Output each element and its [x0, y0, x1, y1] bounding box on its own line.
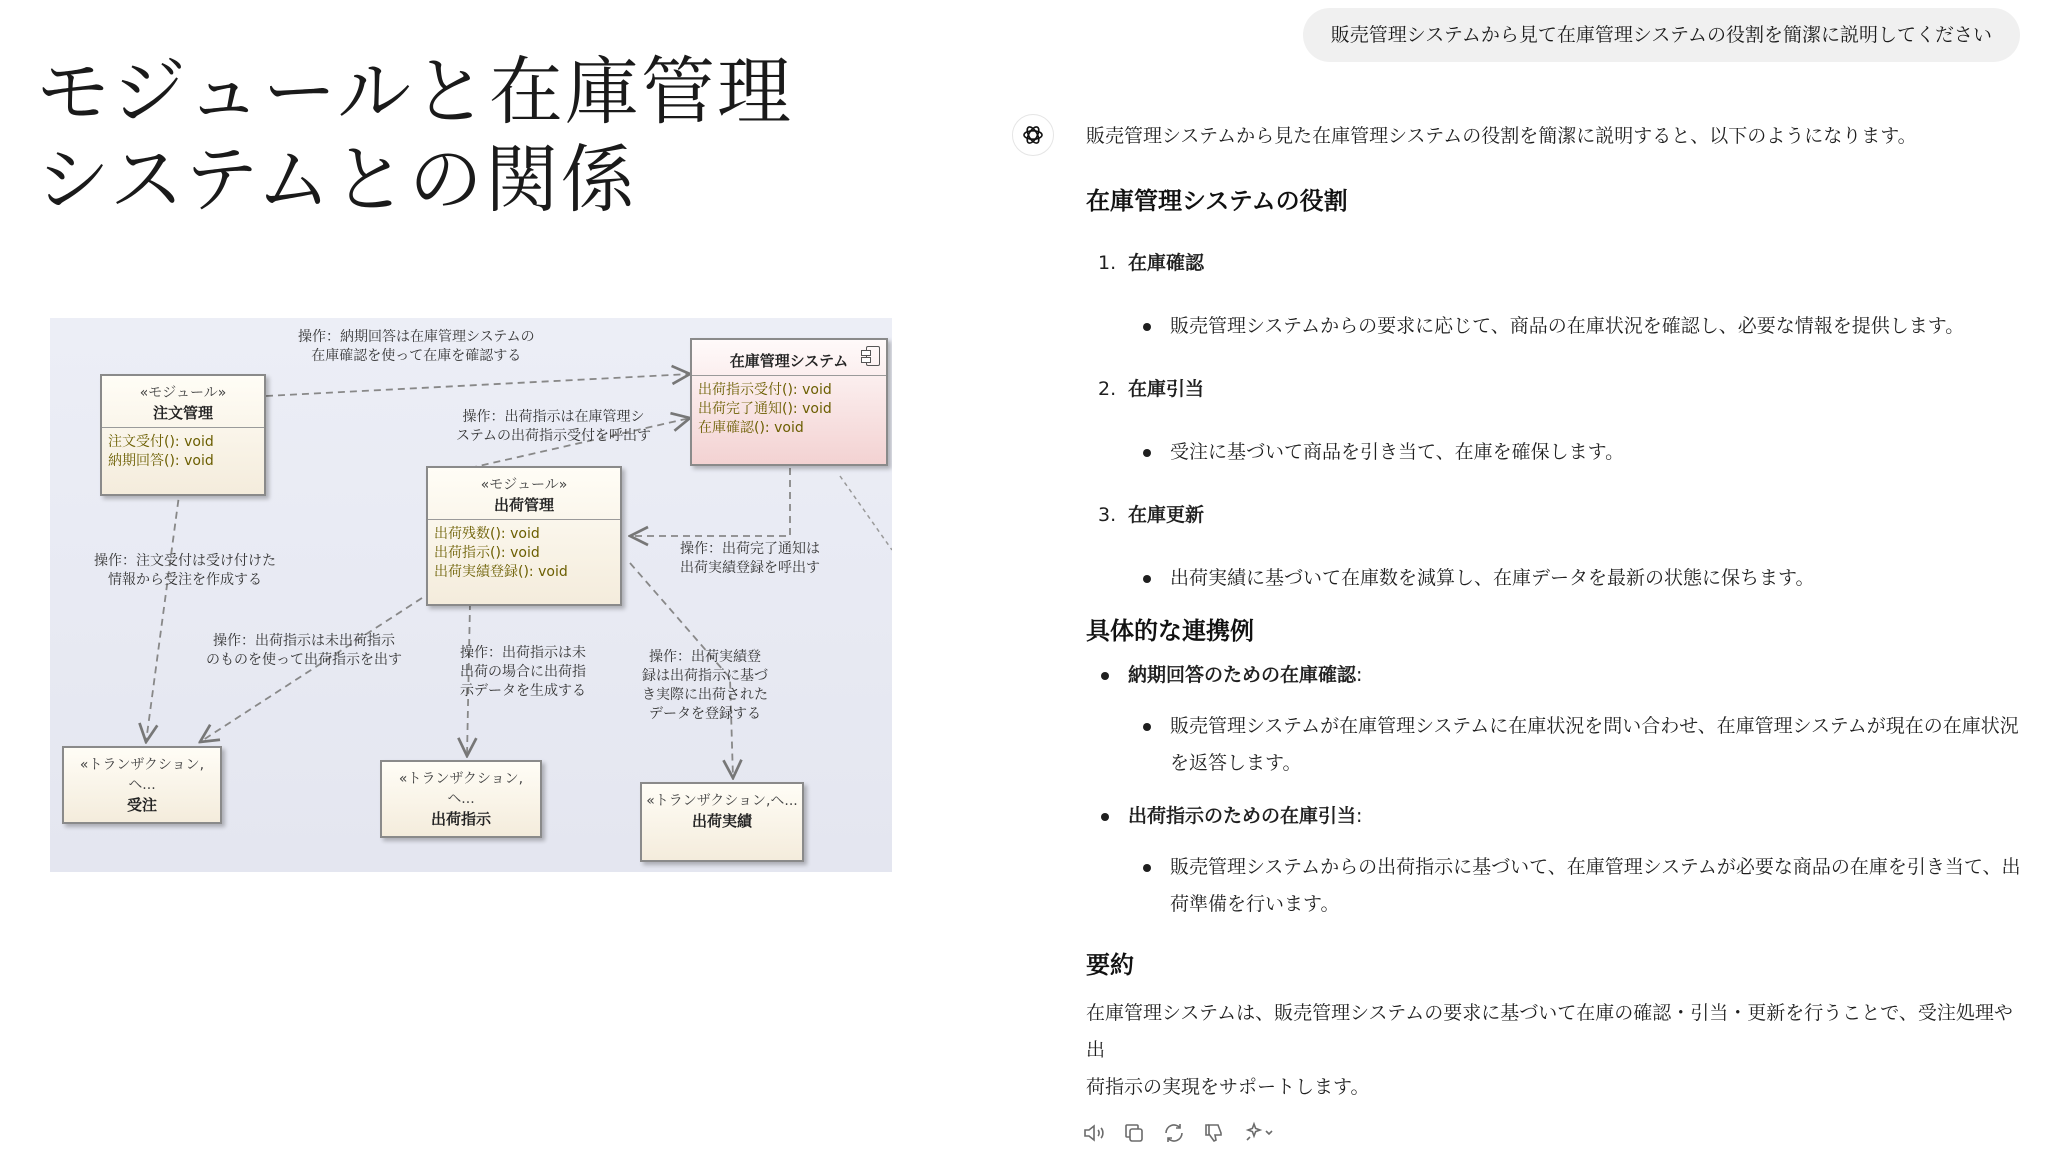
example-colon: : [1356, 664, 1363, 686]
list-number: 2. [1098, 378, 1117, 400]
example-item [1086, 798, 2026, 835]
edge-order-to-txorder [146, 488, 180, 742]
operation: 注文受付(): void [108, 434, 214, 450]
edge-order-to-inventory [266, 374, 690, 396]
list-number: 1. [1098, 252, 1117, 274]
note-line: 出荷実績登録を呼出す [680, 560, 820, 576]
note-line: のものを使って出荷指示を出す [206, 652, 402, 668]
note-line: 録は出荷指示に基づ [642, 668, 768, 684]
note-shipping-result-registration [642, 648, 768, 724]
role-desc: 販売管理システムからの要求に応じて、商品の在庫状況を確認し、必要な情報を提供します。 [1086, 308, 2026, 345]
note-line: ステムの出荷指示受付を呼出す [456, 428, 652, 444]
stereotype-label: «トランザクション,ヘ... [646, 793, 798, 809]
operation: 出荷完了通知(): void [698, 401, 832, 417]
module-name: 注文管理 [152, 404, 213, 422]
example-desc-line: 販売管理システムが在庫管理システムに在庫状況を問い合わせ、在庫管理システムが現在の在庫状況 [1170, 715, 2019, 737]
assistant-avatar [1012, 114, 1054, 156]
note-line: 操作：出荷指示は在庫管理シ [462, 409, 645, 425]
role-item [1086, 245, 2026, 282]
example-title: 出荷指示のための在庫引当 [1128, 805, 1357, 827]
role-item [1086, 371, 2026, 408]
note-instruction-generation [460, 644, 586, 701]
copy-icon[interactable] [1122, 1121, 1146, 1145]
transaction-name: 出荷指示 [430, 810, 491, 828]
example-title: 納期回答のための在庫確認 [1128, 664, 1357, 686]
transaction-name: 受注 [126, 796, 157, 814]
stereotype-label: «トランザクション,ヘ... [398, 771, 524, 807]
edge-inventory-to-shipping [630, 468, 790, 536]
transaction-name: 出荷実績 [691, 812, 752, 830]
assistant-message [1086, 118, 2026, 1106]
note-line: 示データを生成する [460, 683, 586, 699]
operation: 出荷残数(): void [434, 526, 540, 542]
openai-logo-icon [1021, 123, 1045, 147]
user-message-text: 販売管理システムから見て在庫管理システムの役割を簡潔に説明してください [1330, 24, 1992, 46]
note-order-intake [94, 552, 276, 590]
note-shipping-instruction-call [456, 408, 651, 446]
operation: 在庫確認(): void [698, 420, 804, 436]
message-actions [1082, 1118, 1276, 1148]
operation: 出荷指示(): void [434, 545, 540, 561]
note-unshipped-instruction [206, 632, 402, 670]
note-line: 操作：納期回答は在庫管理システムの [298, 329, 535, 345]
note-line: データを登録する [649, 706, 761, 722]
note-line: 在庫確認を使って在庫を確認する [311, 348, 522, 364]
slide-title-line1: モジュールと在庫管理 [36, 49, 794, 135]
role-desc: 出荷実績に基づいて在庫数を減算し、在庫データを最新の状態に保ちます。 [1086, 560, 2026, 597]
example-desc-line: を返答します。 [1170, 752, 1302, 774]
stereotype-label: «モジュール» [139, 385, 227, 401]
example-item [1086, 657, 2026, 694]
note-line: 操作：出荷指示は未 [460, 645, 586, 661]
heading-summary: 要約 [1086, 951, 1134, 979]
note-line: 情報から受注を作成する [108, 572, 262, 588]
note-line: 出荷の場合に出荷指 [460, 664, 586, 680]
operation: 出荷指示受付(): void [698, 382, 832, 398]
module-shipping-management [426, 466, 622, 606]
component-icon [866, 346, 880, 366]
note-line: 操作：出荷完了通知は [680, 541, 820, 557]
example-desc [1086, 708, 2026, 782]
example-desc [1086, 849, 2026, 923]
module-order-management [100, 374, 266, 496]
role-title: 在庫更新 [1128, 504, 1205, 526]
edge-shipping-to-txorder [200, 598, 422, 742]
module-name: 出荷管理 [493, 496, 554, 514]
summary-line: 荷指示の実現をサポートします。 [1086, 1076, 1370, 1098]
transaction-shipping-instruction [380, 760, 542, 838]
operation: 出荷実績登録(): void [434, 564, 568, 580]
regenerate-icon[interactable] [1162, 1121, 1186, 1145]
role-desc: 受注に基づいて商品を引き当て、在庫を確保します。 [1086, 434, 2026, 471]
transaction-order [62, 746, 222, 824]
transaction-shipping-result [640, 782, 804, 862]
note-delivery-answer [298, 328, 535, 366]
thumbs-down-icon[interactable] [1202, 1121, 1226, 1145]
summary-line: 在庫管理システムは、販売管理システムの要求に基づいて在庫の確認・引当・更新を行うことで、受注処理や出 [1086, 1002, 2013, 1061]
edge-offpanel [840, 476, 892, 550]
example-colon: : [1356, 805, 1363, 827]
note-line: 操作：出荷指示は未出荷指示 [213, 633, 395, 649]
inventory-management-system [690, 338, 888, 466]
read-aloud-icon[interactable] [1082, 1121, 1106, 1145]
user-message-bubble [1303, 8, 2020, 62]
heading-examples: 具体的な連携例 [1086, 617, 1254, 645]
stereotype-label: «モジュール» [480, 477, 568, 493]
stereotype-label: «トランザクション,ヘ... [79, 757, 205, 793]
role-title: 在庫確認 [1128, 252, 1205, 274]
list-number: 3. [1098, 504, 1117, 526]
example-desc-line: 販売管理システムからの出荷指示に基づいて、在庫管理システムが必要な商品の在庫を引き当て、出 [1170, 856, 2021, 878]
system-name: 在庫管理システム [729, 352, 849, 370]
note-line: 操作：注文受付は受け付けた [94, 553, 276, 569]
note-line: 操作：出荷実績登 [649, 649, 761, 665]
note-shipping-complete [680, 540, 820, 578]
example-desc-line: 荷準備を行います。 [1170, 893, 1340, 915]
slide-title-line2: システムとの関係 [36, 137, 637, 223]
note-line: き実際に出荷された [642, 687, 768, 703]
heading-roles: 在庫管理システムの役割 [1086, 187, 1348, 215]
slide-title [36, 48, 936, 224]
model-switch-icon[interactable] [1242, 1121, 1276, 1145]
answer-intro: 販売管理システムから見た在庫管理システムの役割を簡潔に説明すると、以下のようになります。 [1086, 125, 1917, 147]
operation: 納期回答(): void [108, 453, 214, 469]
role-item [1086, 497, 2026, 534]
role-title: 在庫引当 [1128, 378, 1205, 400]
uml-diagram [50, 318, 892, 872]
